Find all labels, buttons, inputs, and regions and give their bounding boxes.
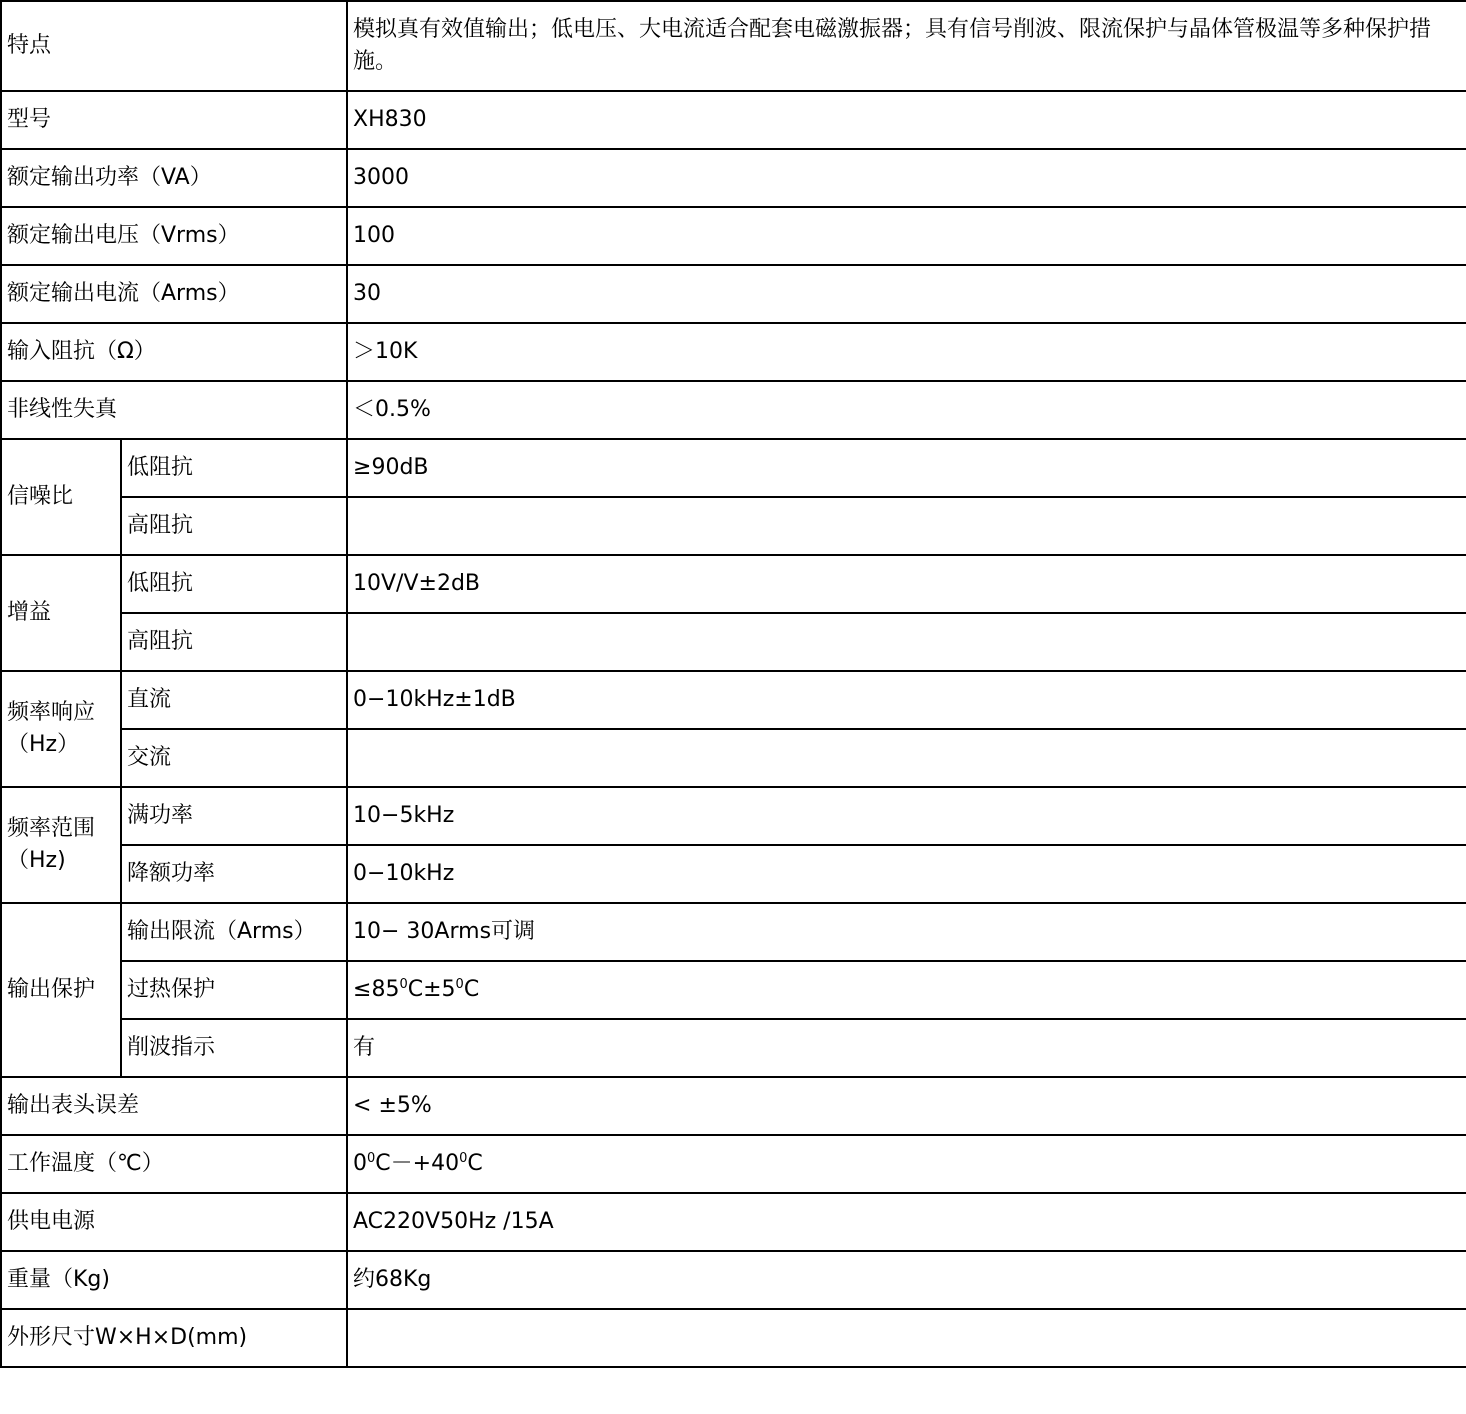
row-value [347, 1309, 1466, 1367]
row-sublabel: 低阻抗 [121, 439, 347, 497]
row-label: 型号 [1, 91, 347, 149]
row-value: 10−5kHz [347, 787, 1466, 845]
value-part: C [463, 977, 480, 1002]
row-value: 3000 [347, 149, 1466, 207]
row-label: 额定输出电压（Vrms） [1, 207, 347, 265]
table-row-rated-current [1, 265, 1466, 323]
row-sublabel: 交流 [121, 729, 347, 787]
row-value: 10− 30Arms可调 [347, 903, 1466, 961]
table-row-operating-temp [1, 1135, 1466, 1193]
degree-superscript: 0 [367, 1151, 376, 1166]
row-value: ≥90dB [347, 439, 1466, 497]
table-row-freq-response-dc [1, 671, 1466, 729]
table-row-gain-high [1, 613, 1466, 671]
row-value: AC220V50Hz /15A [347, 1193, 1466, 1251]
table-row-input-impedance [1, 323, 1466, 381]
group-label-line: 频率响应 [7, 700, 96, 725]
row-label: 工作温度（℃） [1, 1135, 347, 1193]
row-value [347, 497, 1466, 555]
value-part: C－+40 [375, 1151, 460, 1176]
table-row-distortion [1, 381, 1466, 439]
row-label: 重量（Kg) [1, 1251, 347, 1309]
table-row-dimensions [1, 1309, 1466, 1367]
row-label: 输出表头误差 [1, 1077, 347, 1135]
table-row-weight [1, 1251, 1466, 1309]
table-row-protection-clipping [1, 1019, 1466, 1077]
row-sublabel: 低阻抗 [121, 555, 347, 613]
row-value: ＜0.5% [347, 381, 1466, 439]
row-value [347, 961, 1466, 1019]
row-label: 额定输出功率（VA） [1, 149, 347, 207]
row-value: 0−10kHz [347, 845, 1466, 903]
group-label-line: （Hz) [7, 848, 66, 873]
row-value: 10V/V±2dB [347, 555, 1466, 613]
row-label: 额定输出电流（Arms） [1, 265, 347, 323]
row-label: 非线性失真 [1, 381, 347, 439]
row-sublabel: 削波指示 [121, 1019, 347, 1077]
row-value: 模拟真有效值输出；低电压、大电流适合配套电磁激振器；具有信号削波、限流保护与晶体管极温等多种保护措施。 [347, 1, 1466, 91]
table-row-freq-range-derated [1, 845, 1466, 903]
table-row-rated-voltage [1, 207, 1466, 265]
table-row-model [1, 91, 1466, 149]
row-value: < ±5% [347, 1077, 1466, 1135]
row-value: 30 [347, 265, 1466, 323]
value-part: 0 [353, 1151, 368, 1176]
degree-superscript: 0 [399, 977, 408, 992]
table-row-freq-range-full [1, 787, 1466, 845]
table-row-meter-error [1, 1077, 1466, 1135]
row-sublabel: 过热保护 [121, 961, 347, 1019]
table-row-snr-low [1, 439, 1466, 497]
row-sublabel: 输出限流（Arms） [121, 903, 347, 961]
row-value [347, 613, 1466, 671]
row-sublabel: 满功率 [121, 787, 347, 845]
table-row-rated-power [1, 149, 1466, 207]
row-value: 约68Kg [347, 1251, 1466, 1309]
row-value: 0−10kHz±1dB [347, 671, 1466, 729]
value-part: C±5 [407, 977, 456, 1002]
table-row-snr-high [1, 497, 1466, 555]
row-label: 特点 [1, 1, 347, 91]
row-value [347, 1135, 1466, 1193]
row-label: 外形尺寸W×H×D(mm) [1, 1309, 347, 1367]
table-row-protection-current [1, 903, 1466, 961]
group-label-line: 频率范围 [7, 816, 96, 841]
group-label-snr: 信噪比 [1, 439, 121, 555]
group-label-line: （Hz） [7, 732, 80, 757]
row-value: 100 [347, 207, 1466, 265]
row-sublabel: 高阻抗 [121, 613, 347, 671]
row-sublabel: 直流 [121, 671, 347, 729]
degree-superscript: 0 [455, 977, 464, 992]
degree-superscript: 0 [459, 1151, 468, 1166]
row-value: 有 [347, 1019, 1466, 1077]
row-value: XH830 [347, 91, 1466, 149]
row-value [347, 729, 1466, 787]
table-row-protection-overheat [1, 961, 1466, 1019]
group-label-freq-response [1, 671, 121, 787]
table-row-power-supply [1, 1193, 1466, 1251]
group-label-protection: 输出保护 [1, 903, 121, 1077]
table-row-features [1, 1, 1466, 91]
group-label-gain: 增益 [1, 555, 121, 671]
value-part: ≤85 [353, 977, 400, 1002]
row-label: 供电电源 [1, 1193, 347, 1251]
row-sublabel: 高阻抗 [121, 497, 347, 555]
table-row-freq-response-ac [1, 729, 1466, 787]
table-row-gain-low [1, 555, 1466, 613]
row-label: 输入阻抗（Ω） [1, 323, 347, 381]
value-part: C [467, 1151, 483, 1176]
row-value: ＞10K [347, 323, 1466, 381]
row-sublabel: 降额功率 [121, 845, 347, 903]
group-label-freq-range [1, 787, 121, 903]
